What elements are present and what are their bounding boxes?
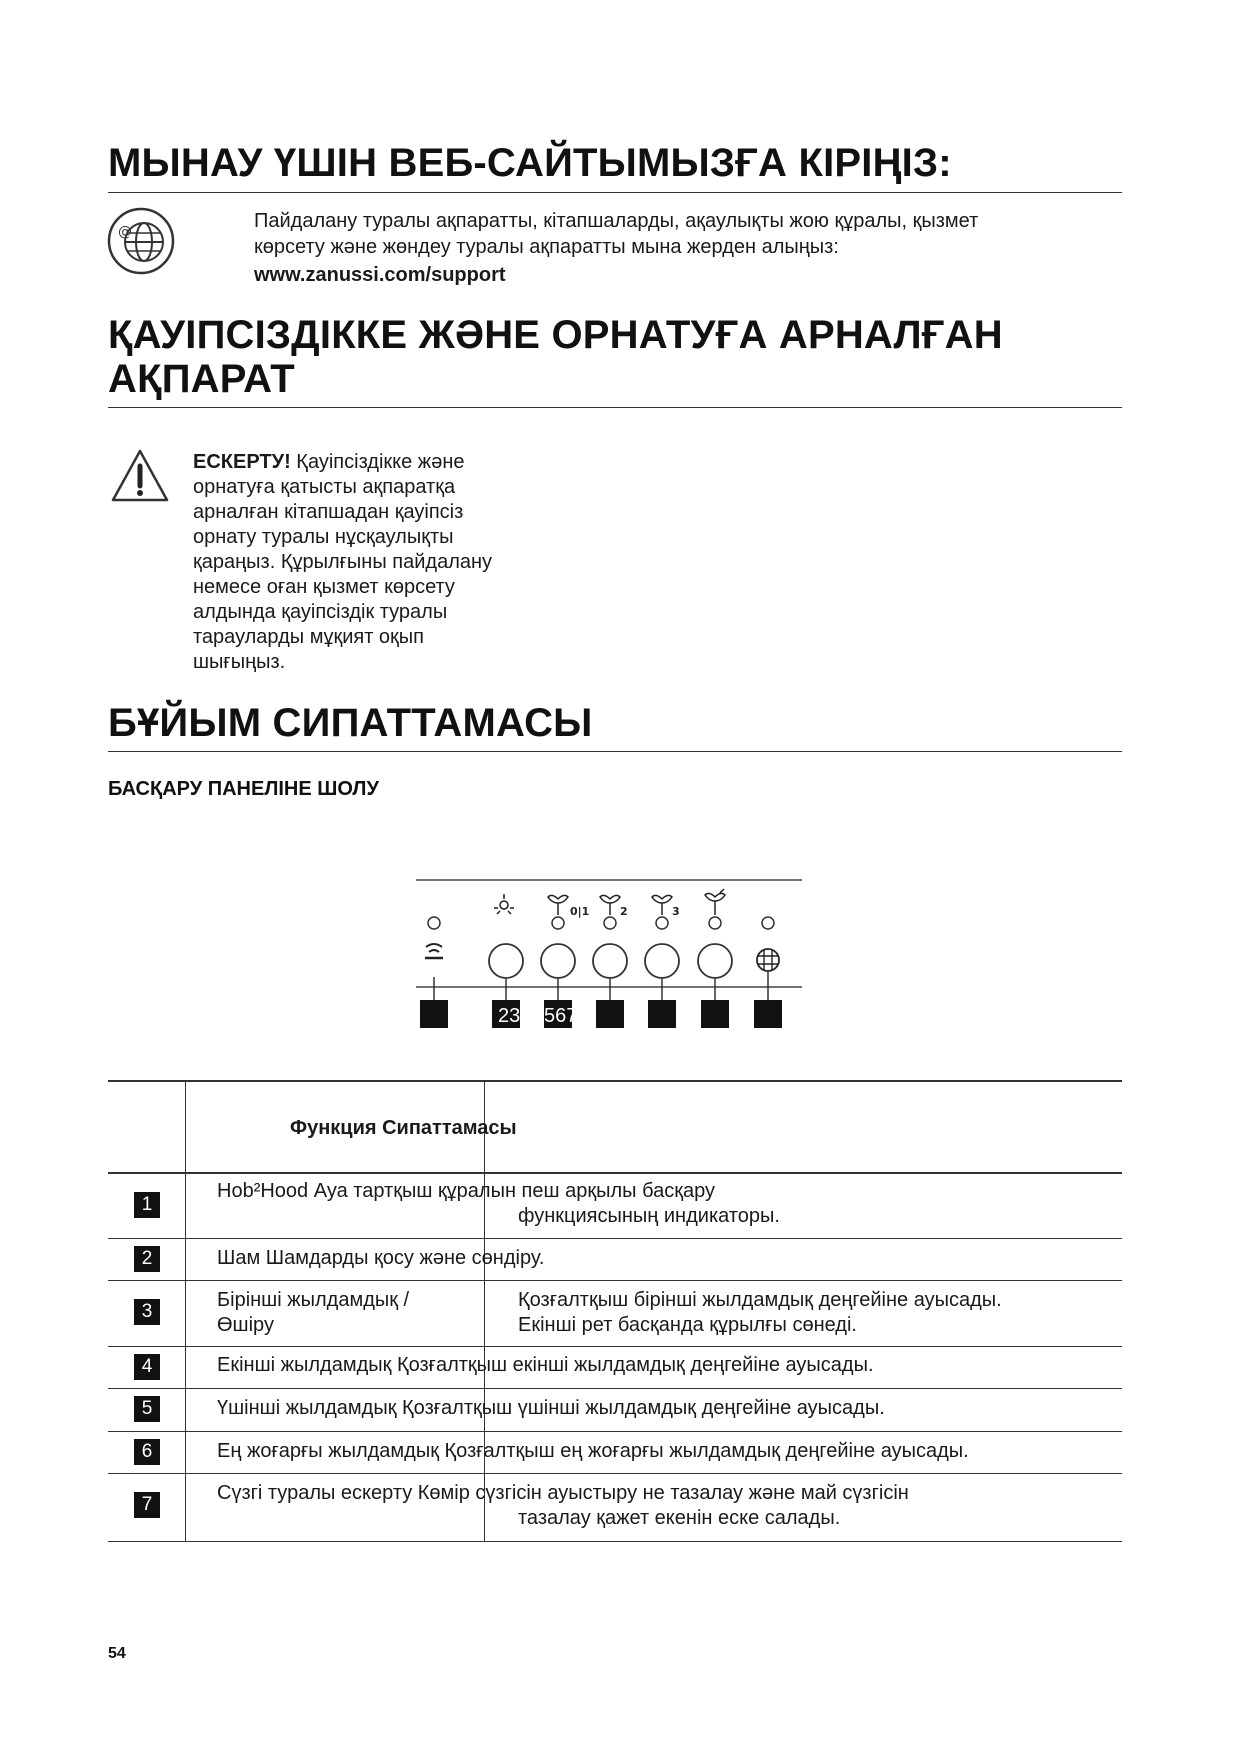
website-heading: МЫНАУ ҮШІН ВЕБ-САЙТЫМЫЗҒА КІРІҢІЗ: — [108, 141, 952, 185]
speed-label: 3 — [672, 905, 680, 918]
control-panel-svg — [410, 875, 810, 1035]
table-row-line — [108, 1346, 1122, 1347]
warning-line: шығыңыз. — [193, 651, 286, 673]
fan-boost-icon — [705, 889, 725, 915]
callout-label: 23 — [498, 1005, 521, 1027]
row-text: Өшіру — [217, 1314, 274, 1336]
row-text: Қозғалтқыш бірінші жылдамдық деңгейіне ауысады. — [518, 1289, 1002, 1311]
speed-label: 0|1 — [570, 905, 590, 918]
control-panel-diagram — [410, 875, 810, 1035]
warning-line: алдында қауіпсіздік туралы — [193, 601, 448, 623]
website-text-line2: көрсету және жөндеу туралы ақпаратты мына жерден алыңыз: — [254, 236, 839, 258]
callout-box-7 — [754, 1000, 782, 1028]
row-number: 4 — [134, 1354, 160, 1380]
warning-line: арналған кітапшадан қауіпсіз — [193, 501, 464, 523]
speed-2-button — [593, 944, 627, 978]
callout-label: 567 — [544, 1005, 578, 1027]
warning-line: тарауларды мұқият оқып — [193, 626, 424, 648]
fan-speed-1-icon — [548, 895, 589, 918]
table-header-line — [108, 1172, 1122, 1174]
warning-label: ЕСКЕРТУ! — [193, 451, 291, 473]
product-heading: БҰЙЫМ СИПАТТАМАСЫ — [108, 701, 593, 745]
speed-3-button — [645, 944, 679, 978]
support-link[interactable]: www.zanussi.com/support — [254, 264, 506, 286]
indicator-led — [656, 917, 668, 929]
row-number: 3 — [134, 1299, 160, 1325]
safety-heading-line2: АҚПАРАТ — [108, 357, 295, 401]
row-text: Шам Шамдарды қосу және сөндіру. — [217, 1247, 545, 1269]
indicator-led — [428, 917, 440, 929]
callout-box-5 — [648, 1000, 676, 1028]
table-row-line — [108, 1280, 1122, 1281]
row-text: Hob²Hood Ауа тартқыш құралын пеш арқылы басқару — [217, 1180, 715, 1202]
divider — [108, 751, 1122, 752]
row-number: 7 — [134, 1492, 160, 1518]
row-number: 5 — [134, 1396, 160, 1422]
fan-speed-2-icon — [600, 895, 628, 918]
table-bottom-line — [108, 1541, 1122, 1542]
row-text: Екінші жылдамдық Қозғалтқыш екінші жылдамдық деңгейіне ауысады. — [217, 1354, 874, 1376]
callout-box-1 — [420, 1000, 448, 1028]
fan-speed-3-icon — [652, 895, 680, 918]
warning-triangle-icon — [110, 448, 170, 504]
control-panel-subheading: БАСҚАРУ ПАНЕЛІНЕ ШОЛУ — [108, 778, 379, 800]
warning-line: немесе оған қызмет көрсету — [193, 576, 455, 598]
row-number: 2 — [134, 1246, 160, 1272]
website-text-line1: Пайдалану туралы ақпаратты, кітапшаларды, ақаулықты жою құралы, қызмет — [254, 210, 979, 232]
page-number: 54 — [108, 1645, 126, 1662]
row-number: 6 — [134, 1439, 160, 1465]
divider — [108, 192, 1122, 193]
speed-1-button — [541, 944, 575, 978]
row-number: 1 — [134, 1192, 160, 1218]
svg-text:@: @ — [118, 224, 132, 240]
indicator-led — [709, 917, 721, 929]
callout-box-4 — [596, 1000, 624, 1028]
table-row-line — [108, 1473, 1122, 1474]
warning-line: Қауіпсіздікке және — [296, 451, 465, 473]
boost-button — [698, 944, 732, 978]
indicator-led — [552, 917, 564, 929]
table-top-line — [108, 1080, 1122, 1082]
row-text: Екінші рет басқанда құрылғы сөнеді. — [518, 1314, 857, 1336]
table-row-line — [108, 1238, 1122, 1239]
speed-label: 2 — [620, 905, 628, 918]
divider — [108, 407, 1122, 408]
row-text: Ең жоғарғы жылдамдық Қозғалтқыш ең жоғарғы жылдамдық деңгейіне ауысады. — [217, 1440, 969, 1462]
indicator-led — [762, 917, 774, 929]
light-button — [489, 944, 523, 978]
hob2hood-icon — [425, 944, 443, 958]
warning-block — [193, 450, 573, 675]
warning-line: орнату туралы нұсқаулықты — [193, 526, 454, 548]
light-icon — [494, 894, 514, 914]
table-row-line — [108, 1431, 1122, 1432]
row-text: Үшінші жылдамдық Қозғалтқыш үшінші жылдамдық деңгейіне ауысады. — [217, 1397, 885, 1419]
table-header: Функция Сипаттамасы — [290, 1117, 517, 1139]
row-text: Сүзгі туралы ескерту Көмір сүзгісін ауыстыру не тазалау және май сүзгісін — [217, 1482, 909, 1504]
callout-box-6 — [701, 1000, 729, 1028]
table-row-line — [108, 1388, 1122, 1389]
globe-icon — [106, 206, 176, 276]
warning-line: қараңыз. Құрылғыны пайдалану — [193, 551, 493, 573]
filter-icon — [757, 949, 779, 971]
indicator-led — [604, 917, 616, 929]
safety-heading-line1: ҚАУІПСІЗДІККЕ ЖӘНЕ ОРНАТУҒА АРНАЛҒАН — [108, 313, 1003, 357]
row-text: тазалау қажет екенін еске салады. — [518, 1507, 841, 1529]
row-text: функциясының индикаторы. — [518, 1205, 780, 1227]
row-text: Бірінші жылдамдық / — [217, 1289, 410, 1311]
warning-line: орнатуға қатысты ақпаратқа — [193, 476, 456, 498]
